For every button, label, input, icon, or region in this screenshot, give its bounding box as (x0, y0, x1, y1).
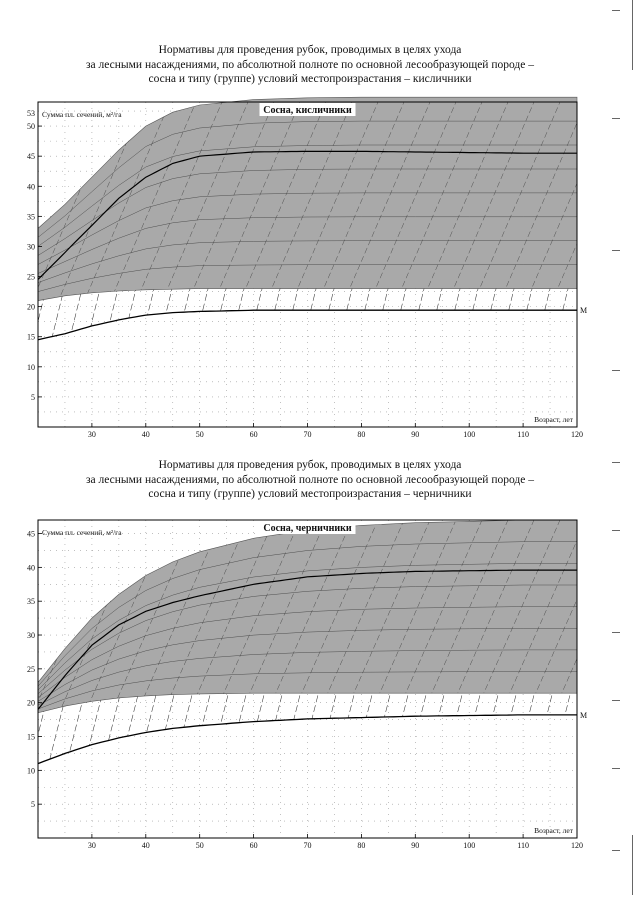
chart-1-y-tick-label: 40 (27, 182, 35, 192)
chart-1-x-axis-label: Возраст, лет (534, 415, 573, 424)
chart-2-y-tick-label: 35 (27, 597, 35, 607)
chart-1-x-tick-label: 50 (195, 430, 204, 439)
chart-2-y-tick-label: 20 (27, 698, 35, 708)
chart-1-hatch-line (588, 102, 640, 427)
heading-line: Нормативы для проведения рубок, проводимых в целях ухода (158, 44, 462, 56)
chart-1-y-tick-label: 50 (27, 122, 35, 132)
chart-1-series-label: М (580, 306, 588, 316)
margin-mark (612, 370, 620, 371)
chart-2-x-tick-label: 110 (517, 841, 529, 850)
chart-2-x-tick-label: 100 (463, 841, 476, 850)
chart-2-y-tick-label: 30 (27, 631, 35, 641)
chart-2-series-m-line (38, 715, 577, 764)
chart-1 (0, 100, 640, 440)
chart-1-zone-dash (628, 102, 640, 427)
chart-2-chart-title: Сосна, черничники (263, 523, 352, 534)
chart-1-y-tick-label: 20 (27, 302, 35, 312)
chart-2-series-label: М (580, 710, 588, 720)
chart-1-y-tick-label: 30 (27, 242, 35, 252)
chart-1-y-tick-label: 35 (27, 212, 35, 222)
chart-1-x-tick-label: 80 (357, 430, 366, 439)
chart-1-x-tick-label: 100 (463, 430, 476, 439)
chart-2-hatch-line (588, 520, 640, 838)
chart-1-hatch-line (606, 102, 640, 427)
chart-1-chart-title: Сосна, кисличники (263, 105, 352, 116)
margin-mark (612, 250, 620, 251)
chart-2-y-tick-label: 5 (31, 800, 35, 810)
chart-1-x-tick-label: 70 (303, 430, 312, 439)
chart-1-zone-dash (576, 102, 640, 427)
heading-line: за лесными насаждениями, по абсолютной полноте по основной лесообразующей породе – (86, 58, 534, 71)
chart-2-y-axis-label: Сумма пл. сечений, м²/га (42, 528, 122, 537)
chart-2-zone-dash (628, 520, 640, 838)
chart-2 (0, 510, 640, 850)
margin-mark (612, 10, 620, 11)
chart-2-x-tick-label: 50 (195, 841, 204, 850)
chart-1-y-tick-label: 45 (27, 152, 35, 162)
chart-1-heading (40, 43, 580, 87)
chart-1-y-axis-label: Сумма пл. сечений, м²/га (42, 110, 122, 119)
chart-1-y-tick-label: 10 (27, 362, 35, 372)
chart-1-y-tick-label: 5 (31, 392, 35, 402)
chart-2-hatch-line (570, 520, 640, 838)
margin-mark (612, 700, 620, 701)
heading-line: сосна и типу (группе) условий местопроизрастания – кисличники (148, 73, 472, 85)
heading-line: Нормативы для проведения рубок, проводимых в целях ухода (158, 459, 462, 471)
chart-1-x-tick-label: 90 (411, 430, 420, 439)
heading-line: сосна и типу (группе) условий местопроизрастания – черничники (148, 488, 472, 500)
chart-2-y-tick-label: 45 (27, 529, 35, 539)
chart-2-y-tick-label: 25 (27, 664, 35, 674)
chart-2-hatch-line (606, 520, 640, 838)
chart-1-x-tick-label: 110 (517, 430, 529, 439)
chart-2-x-tick-label: 60 (249, 841, 258, 850)
chart-1-zone-dash (602, 102, 640, 427)
margin-mark (612, 768, 620, 769)
chart-2-zone-dash (602, 520, 640, 838)
chart-1-x-tick-label: 120 (571, 430, 583, 439)
chart-1-hatch-line (0, 102, 38, 427)
chart-2-x-tick-label: 40 (141, 841, 150, 850)
margin-mark (612, 530, 620, 531)
chart-2-shaded-zone (38, 520, 577, 713)
margin-mark (612, 118, 620, 119)
chart-1-x-tick-label: 30 (87, 430, 96, 439)
margin-mark (612, 850, 620, 851)
chart-2-hatch-line (624, 520, 640, 838)
margin-mark (632, 0, 633, 70)
chart-2-x-tick-label: 120 (571, 841, 583, 850)
margin-mark (612, 462, 620, 463)
chart-1-hatch-line (624, 102, 640, 427)
chart-2-heading (40, 458, 580, 502)
chart-1-x-tick-label: 60 (249, 430, 258, 439)
chart-2-zone-dash (576, 520, 640, 838)
chart-2-y-tick-label: 15 (27, 732, 35, 742)
chart-1-hatch-line (570, 102, 640, 427)
chart-1-y-tick-label: 25 (27, 272, 35, 282)
chart-1-y-tick-label: 15 (27, 332, 35, 342)
chart-2-y-tick-label: 40 (27, 563, 35, 573)
margin-mark (612, 632, 620, 633)
chart-2-y-tick-label: 10 (27, 766, 35, 776)
chart-2-x-tick-label: 90 (411, 841, 420, 850)
chart-2-x-tick-label: 80 (357, 841, 366, 850)
chart-2-x-axis-label: Возраст, лет (534, 826, 573, 835)
chart-1-x-tick-label: 40 (141, 430, 150, 439)
heading-line: за лесными насаждениями, по абсолютной полноте по основной лесообразующей породе – (86, 473, 534, 486)
margin-mark (632, 835, 633, 895)
chart-1-y-top-tick-label: 53 (27, 109, 35, 118)
chart-2-x-tick-label: 70 (303, 841, 312, 850)
chart-2-x-tick-label: 30 (87, 841, 96, 850)
